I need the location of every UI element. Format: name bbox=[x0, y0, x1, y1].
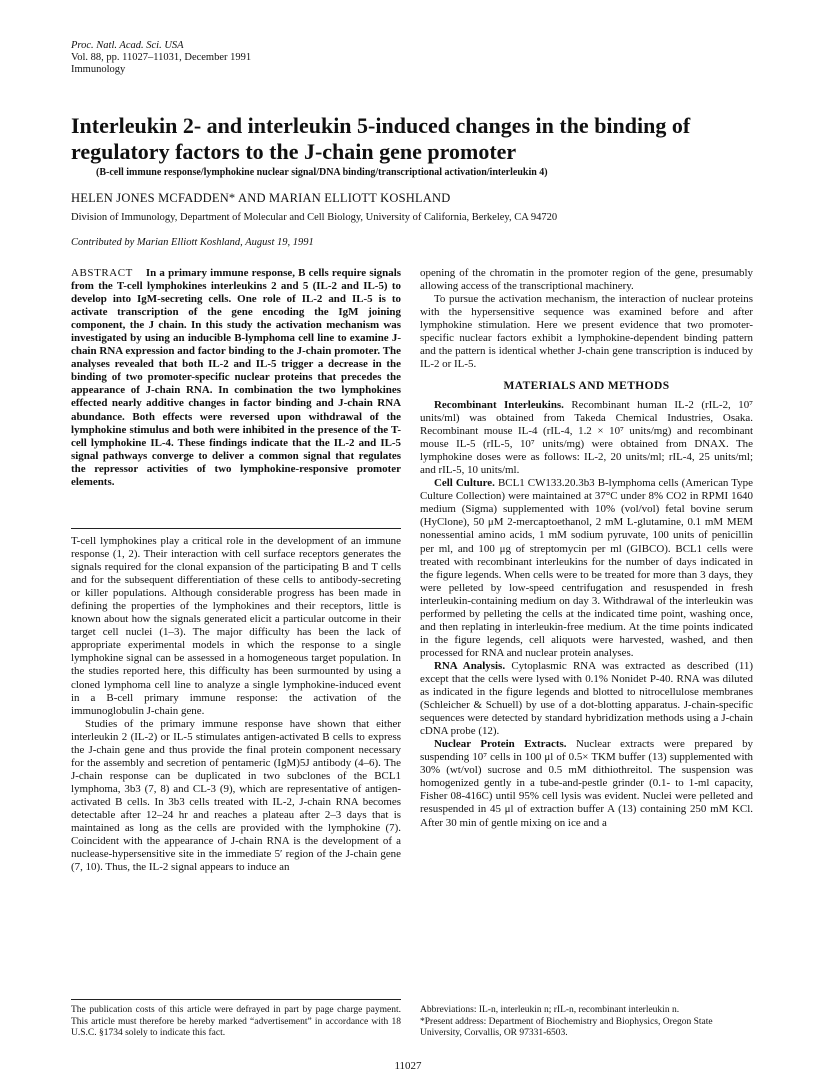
footnote-divider bbox=[71, 999, 401, 1000]
methods-paragraph bbox=[420, 738, 753, 829]
introduction bbox=[71, 535, 401, 874]
page-number: 11027 bbox=[394, 1060, 422, 1072]
methods-text: Nuclear extracts were prepared by suspending 10⁷ cells in 100 μl of 0.5× TKM buffer (13) supplemented with 30% (wt/vol) sucrose and 0.5 mM dithiothreitol. The suspension was homogenized gently in a tube-and-pestle grinder (0.1- to 1-ml capacity, Fisher 08-416C) until 95% cell lysis was evident. Nuclei were pelleted and resuspended in 45 μl of extraction buffer A (13) containing 250 mM KCl. After 30 min of gentle mixing on ice and a bbox=[420, 738, 754, 829]
section-name: Immunology bbox=[71, 64, 126, 75]
abbreviations-footnote: Abbreviations: IL-n, interleukin n; rIL-n, recombinant interleukin n. bbox=[420, 1005, 680, 1015]
journal-header bbox=[71, 40, 251, 76]
methods-text: Recombinant human IL-2 (rIL-2, 10⁷ units/ml) was obtained from Takeda Chemical Industries, Osaka. Recombinant mouse IL-4 (rIL-4, 1.2 × 10⁷ units/mg) and recombinant mouse IL-5 (rIL-5, 10⁷ units/mg) were obtained from DNAX. The lymphokine doses were as follows: IL-2, 20 units/ml; rIL-4, 25 units/ml; and rIL-5, 10 units/ml. bbox=[420, 399, 753, 477]
abstract-divider bbox=[71, 528, 401, 529]
methods-paragraph bbox=[420, 477, 753, 660]
methods bbox=[420, 399, 753, 830]
address-footnote: *Present address: Department of Biochemistry and Biophysics, Oregon State University, Corvallis, OR 97331-6503. bbox=[420, 1016, 713, 1038]
section-heading: MATERIALS AND METHODS bbox=[503, 380, 670, 392]
methods-text: BCL1 CW133.20.3b3 B-lymphoma cells (American Type Culture Collection) were maintained at 37°C under 8% CO2 in RPMI 1640 medium (Sigma) supplemented with 10% (vol/vol) fetal bovine serum (HyClone), 50 μM 2-mercaptoethanol, 2 mM L-glutamine, 0.1 mM MEM nonessential amino acids, 1 mM sodium pyruvate, 100 units of penicillin per ml, and 100 μg of streptomycin per ml (GIBCO). BCL1 cells were treated with recombinant interleukins for the number of days indicated in the figure legends. When cells were to be treated for more than 3 days, they were pelleted by low-speed centrifugation and resuspended in fresh interleukin-containing medium on day 3. Withdrawal of the interleukin was performed by pelleting the cells at the indicated time point, washing once, and then replating in interleukin-free medium. At the time points indicated in the figure legends, cell aliquots were harvested, washed, and then processed for RNA and nuclear protein analyses. bbox=[420, 477, 753, 659]
methods-subheading: Recombinant Interleukins. bbox=[434, 399, 564, 411]
publication-footnote: The publication costs of this article were defrayed in part by page charge payment. This article must therefore be hereby marked “advertisement” in accordance with 18 U.S.C. §1734 solely to indicate this fact. bbox=[71, 1005, 401, 1038]
keywords: (B-cell immune response/lymphokine nuclear signal/DNA binding/transcriptional activation/interleukin 4) bbox=[96, 167, 548, 178]
volume-info: Vol. 88, pp. 11027–11031, December 1991 bbox=[71, 52, 252, 63]
methods-subheading: Nuclear Protein Extracts. bbox=[434, 738, 567, 751]
article-title: Interleukin 2- and interleukin 5-induced changes in the binding of regulatory factors to the J-chain gene promoter bbox=[71, 113, 691, 164]
methods-subheading: Cell Culture. bbox=[434, 477, 495, 490]
intro-paragraph: opening of the chromatin in the promoter region of the gene, presumably allowing access of the transcriptional machinery. bbox=[420, 267, 753, 293]
methods-paragraph bbox=[420, 660, 753, 738]
journal-name: Proc. Natl. Acad. Sci. USA bbox=[71, 40, 184, 51]
intro-paragraph: T-cell lymphokines play a critical role in the development of an immune response (1, 2). Their interaction with cell surface receptors generates the signals required for the clonal expansion of the participating B and T cells and for the subsequent differentiation of these cells to antibody-secreting or killer populations. Although considerable progress has been made in defining the properties of the lymphokines and their receptors, little is known about how the signals generated elicit a particular outcome in their target cell nuclei (1–3). The major difficulty has been the lack of appropriate experimental models in which the response to a single lymphokine signal can be assessed in a homogeneous target population. In the studies reported here, this difficulty has been surmounted by using a cloned lymphoma cell line to analyze a single lymphokine-induced event in a B-cell primary immune response: the activation of the immunoglobulin J-chain gene. bbox=[71, 535, 401, 717]
abstract-label: ABSTRACT bbox=[71, 267, 133, 279]
author-footnotes bbox=[420, 1005, 753, 1040]
abstract-text: In a primary immune response, B cells require signals from the T-cell lymphokines interleukins 2 and 5 (IL-2 and IL-5) to develop into IgM-secreting cells. One role of IL-2 and IL-5 is to activate transcription of the gene encoding the IgM joining component, the J chain. In this study the activation mechanism was investigated by using an inducible B-lymphoma cell line to examine J-chain RNA expression and factor binding to the J-chain promoter. The analyses revealed that both IL-2 and IL-5 trigger a decrease in the binding of two promoter-specific nuclear proteins that precedes the appearance of J-chain RNA. In combination the two lymphokines effected nearly additive changes in factor binding and J-chain RNA abundance. Both effects were reversed upon withdrawal of the lymphokine stimulus and both were inhibited in the presence of the T-cell lymphokine IL-4. These findings indicate that the IL-2 and IL-5 signal pathways converge to deliver a common signal that regulates the repressor activities of two lymphokine-responsive promoter elements. bbox=[71, 267, 401, 488]
methods-paragraph bbox=[420, 399, 753, 477]
intro-paragraph: Studies of the primary immune response have shown that either interleukin 2 (IL-2) or IL-5 stimulates antigen-activated B cells to express the J-chain gene and thus provide the final protein component necessary for the assembly and secretion of pentameric (IgM)5J antibody (4–6). The J-chain response can be duplicated in two subclones of the BCL1 lymphoma, 3b3 (7, 8) and CL-3 (9), which are representative of antigen-activated B cells. In 3b3 cells treated with IL-2, J-chain RNA becomes detectable after 12–24 hr and reaches a plateau after 2–3 days that is maintained as long as the cells are provided with the lymphokine (7). Coincident with the appearance of J-chain RNA is the development of a nuclease-hypersensitive site in the immediate 5′ region of the J-chain gene (7, 10). Thus, the IL-2 signal appears to induce an bbox=[71, 717, 401, 874]
affiliation: Division of Immunology, Department of Molecular and Cell Biology, University of California, Berkeley, CA 94720 bbox=[71, 212, 558, 223]
methods-subheading: RNA Analysis. bbox=[434, 659, 506, 672]
authors: HELEN JONES MCFADDEN* AND MARIAN ELLIOTT KOSHLAND bbox=[71, 191, 451, 205]
contributed-by: Contributed by Marian Elliott Koshland, August 19, 1991 bbox=[71, 237, 314, 248]
abstract bbox=[71, 267, 401, 489]
methods-text: Cytoplasmic RNA was extracted as described (11) except that the cells were lysed with 0.1% Nonidet P-40. RNA was diluted as indicated in the figure legends and blotted to nitrocellulose membranes (Schleicher & Schuell) by use of a dot-blotting apparatus. J-chain-specific sequences were detected by standard hybridization methods using a J-chain cDNA probe (12). bbox=[420, 659, 754, 738]
intro-continued bbox=[420, 267, 753, 371]
intro-paragraph: To pursue the activation mechanism, the interaction of nuclear proteins with the hypersensitive sequence was examined before and after lymphokine stimulation. Here we present evidence that two promoter-specific nuclear factors exhibit a lymphokine-dependent binding pattern and the pattern is identical whether J-chain gene transcription is induced by IL-2 or IL-5. bbox=[420, 293, 753, 371]
